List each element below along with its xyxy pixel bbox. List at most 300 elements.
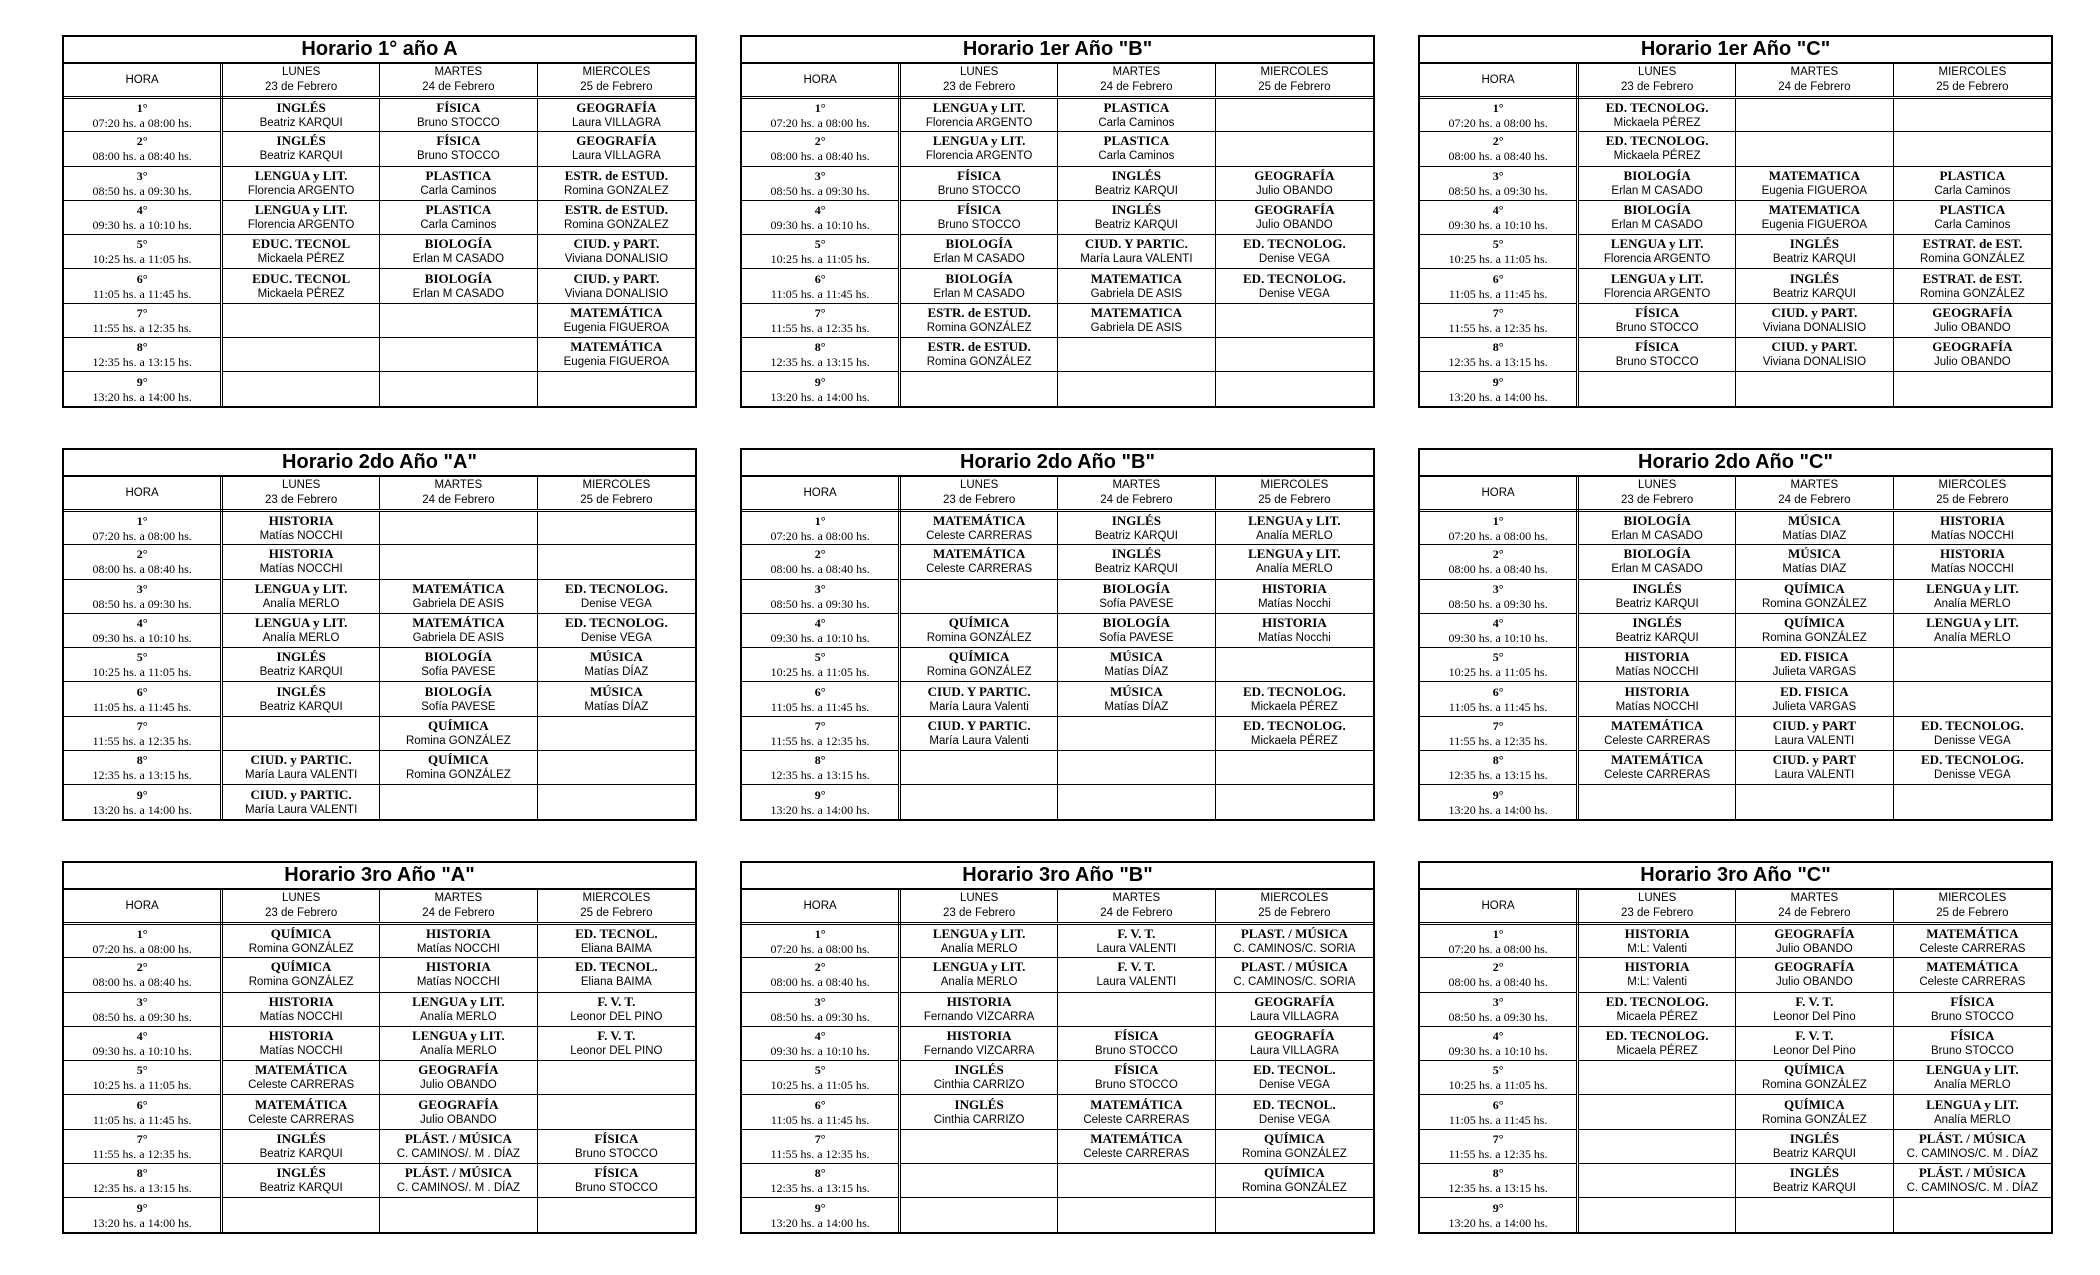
subject-name: ED. FISICA (1780, 683, 1849, 699)
day-name: LUNES (281, 892, 321, 904)
period-cell (64, 751, 222, 785)
subject-name: GEOGRAFÍA (1932, 339, 2013, 355)
subject-name: INGLÉS (1111, 512, 1161, 528)
class-cell (1215, 1061, 1373, 1095)
header-row (742, 64, 1373, 98)
period-row (742, 303, 1373, 337)
day-header (1893, 477, 2051, 511)
subject-name: GEOGRAFÍA (576, 133, 657, 149)
subject-name: ESTRAT. de EST. (1922, 270, 2023, 286)
subject-name: FÍSICA (957, 167, 1002, 183)
period-row (742, 648, 1373, 682)
period-cell (742, 1095, 900, 1129)
subject-name: LENGUA y LIT. (254, 167, 348, 183)
period-cell (64, 579, 222, 613)
period-row (64, 200, 695, 234)
period-number: 7° (1492, 1131, 1504, 1146)
period-row (1420, 1095, 2051, 1129)
day-date: 23 de Febrero (265, 494, 338, 506)
period-row (64, 1198, 695, 1232)
day-header (1058, 890, 1216, 924)
class-cell (1058, 682, 1216, 716)
teacher-name: Analía MERLO (1934, 597, 2011, 610)
teacher-name: Celeste CARRERAS (1919, 976, 2026, 989)
period-number: 1° (814, 513, 826, 528)
subject-name: EDUC. TECNOL (252, 236, 351, 252)
subject-name: INGLÉS (276, 683, 326, 699)
period-row (742, 785, 1373, 819)
subject-name: F. V. T. (1117, 925, 1156, 941)
schedule-body (64, 511, 695, 820)
subject-name: ESTR. de ESTUD. (927, 339, 1031, 355)
period-number: 4° (1492, 1029, 1504, 1044)
class-cell (537, 648, 695, 682)
teacher-name: Romina GONZÁLEZ (926, 666, 1032, 679)
period-row (1420, 1164, 2051, 1198)
period-time: 12:35 hs. a 13:15 hs. (92, 1181, 192, 1196)
period-cell (742, 98, 900, 132)
period-row (64, 545, 695, 579)
period-number: 9° (1492, 374, 1504, 389)
period-number: 4° (1492, 616, 1504, 631)
period-cell (64, 682, 222, 716)
teacher-name: Romina GONZÁLEZ (248, 942, 354, 955)
subject-name: FÍSICA (436, 133, 481, 149)
period-number: 7° (1492, 305, 1504, 320)
class-cell (222, 716, 380, 750)
teacher-name: Beatriz KARQUI (259, 666, 343, 679)
class-cell (380, 785, 538, 819)
period-time: 09:30 hs. a 10:10 hs. (1448, 1044, 1548, 1059)
period-cell (64, 613, 222, 647)
period-number: 5° (1492, 237, 1504, 252)
subject-name: LENGUA y LIT. (254, 202, 348, 218)
subject-name: PLÁST. / MÚSICA (404, 1165, 512, 1181)
subject-name: HISTORIA (946, 993, 1012, 1009)
period-row (64, 235, 695, 269)
period-cell (742, 613, 900, 647)
teacher-name: Romina GONZÁLEZ (405, 734, 511, 747)
period-row (64, 1164, 695, 1198)
subject-name: INGLÉS (1111, 546, 1161, 562)
teacher-name: Micaela PÉREZ (1616, 1010, 1698, 1023)
teacher-name: Analía MERLO (1256, 563, 1333, 576)
subject-name: ED. TECNOLOG. (1605, 1028, 1709, 1044)
day-header (537, 477, 695, 511)
subject-name: BIOLOGÍA (424, 683, 492, 699)
period-time: 11:55 hs. a 12:35 hs. (770, 733, 870, 748)
schedule-grid-table (64, 890, 695, 1232)
teacher-name: Bruno STOCCO (1615, 321, 1699, 334)
teacher-name: Denise VEGA (1258, 287, 1330, 300)
day-name: LUNES (1637, 66, 1677, 78)
period-time: 08:00 hs. a 08:40 hs. (770, 149, 870, 164)
subject-name: MATEMÁTICA (255, 1062, 348, 1078)
subject-name: BIOLOGÍA (1623, 546, 1691, 562)
class-cell (900, 511, 1058, 545)
teacher-name: Eugenia FIGUEROA (563, 356, 670, 369)
teacher-name: Matías NOCCHI (259, 563, 343, 576)
class-cell (380, 98, 538, 132)
subject-name: HISTORIA (1624, 959, 1690, 975)
subject-name: BIOLOGÍA (424, 270, 492, 286)
subject-name: PLASTICA (1939, 202, 2006, 218)
period-time: 07:20 hs. a 08:00 hs. (770, 941, 870, 956)
class-cell (1736, 235, 1894, 269)
subject-name: QUÍMICA (1264, 1165, 1325, 1181)
period-number: 7° (814, 1131, 826, 1146)
subject-name: BIOLOGÍA (1102, 580, 1170, 596)
subject-name: HISTORIA (1624, 649, 1690, 665)
period-cell (742, 200, 900, 234)
day-date: 25 de Febrero (580, 81, 653, 93)
period-time: 10:25 hs. a 11:05 hs. (1448, 252, 1548, 267)
subject-name: LENGUA y LIT. (254, 580, 348, 596)
class-cell (1893, 682, 2051, 716)
period-cell (742, 269, 900, 303)
period-row (64, 132, 695, 166)
period-row (742, 992, 1373, 1026)
subject-name: INGLÉS (1789, 270, 1839, 286)
schedule-body (742, 98, 1373, 407)
class-cell (537, 166, 695, 200)
period-cell (742, 648, 900, 682)
period-time: 11:55 hs. a 12:35 hs. (1448, 1146, 1548, 1161)
teacher-name: Bruno STOCCO (1615, 356, 1699, 369)
schedule-body (64, 98, 695, 407)
subject-name: ED. TECNOLOG. (1605, 133, 1709, 149)
class-cell (1893, 1026, 2051, 1060)
period-cell (64, 1095, 222, 1129)
teacher-name: Fernando VIZCARRA (923, 1045, 1035, 1058)
period-number: 3° (814, 994, 826, 1009)
teacher-name: Matías NOCCHI (416, 976, 500, 989)
period-number: 1° (1492, 926, 1504, 941)
class-cell (900, 1129, 1058, 1163)
subject-name: MATEMÁTICA (933, 546, 1026, 562)
teacher-name: Romina GONZÁLEZ (405, 769, 511, 782)
day-name: MIERCOLES (1938, 479, 2007, 491)
schedule-header (64, 64, 695, 98)
class-cell (1058, 1026, 1216, 1060)
class-cell (222, 1198, 380, 1232)
day-name: LUNES (281, 66, 321, 78)
period-number: 8° (1492, 753, 1504, 768)
period-row (64, 785, 695, 819)
subject-name: CIUD. Y PARTIC. (1084, 236, 1188, 252)
period-row (742, 579, 1373, 613)
teacher-name: Matías NOCCHI (1615, 666, 1699, 679)
class-cell (1058, 545, 1216, 579)
period-number: 8° (136, 1166, 148, 1181)
class-cell (1058, 303, 1216, 337)
subject-name: BIOLOGÍA (424, 649, 492, 665)
class-cell (380, 235, 538, 269)
period-number: 1° (1492, 513, 1504, 528)
subject-name: MÚSICA (590, 683, 643, 699)
class-cell (900, 545, 1058, 579)
period-number: 9° (136, 787, 148, 802)
class-cell (900, 682, 1058, 716)
day-header (1578, 64, 1736, 98)
period-time: 09:30 hs. a 10:10 hs. (1448, 631, 1548, 646)
period-cell (1420, 751, 1578, 785)
day-header (222, 477, 380, 511)
day-name: MARTES (1112, 66, 1161, 78)
teacher-name: Laura VILLAGRA (1249, 1045, 1339, 1058)
class-cell (1736, 1129, 1894, 1163)
subject-name: INGLÉS (276, 649, 326, 665)
class-cell (1736, 1095, 1894, 1129)
day-name: LUNES (959, 66, 999, 78)
period-cell (1420, 579, 1578, 613)
teacher-name: Analía MERLO (1934, 632, 2011, 645)
teacher-name: M:L: Valenti (1627, 976, 1688, 989)
teacher-name: Mickaela PÉREZ (1613, 116, 1701, 129)
teacher-name: C. CAMINOS/. M . DÍAZ (396, 1147, 521, 1160)
period-row (64, 338, 695, 372)
teacher-name: Beatriz KARQUI (259, 150, 343, 163)
day-header (1578, 890, 1736, 924)
class-cell (537, 132, 695, 166)
teacher-name: Matías NOCCHI (259, 1010, 343, 1023)
subject-name: GEOGRAFÍA (418, 1062, 499, 1078)
period-number: 4° (1492, 203, 1504, 218)
period-cell (1420, 98, 1578, 132)
subject-name: ESTR. de ESTUD. (564, 202, 669, 218)
day-header (222, 64, 380, 98)
class-cell (1058, 751, 1216, 785)
teacher-name: Denise VEGA (1258, 1079, 1330, 1092)
class-cell (1893, 579, 2051, 613)
class-cell (1058, 579, 1216, 613)
period-number: 2° (136, 134, 148, 149)
subject-name: INGLÉS (276, 99, 326, 115)
period-time: 10:25 hs. a 11:05 hs. (770, 665, 870, 680)
subject-name: CIUD. y PART. (573, 236, 660, 252)
class-cell (1578, 372, 1736, 406)
teacher-name: Celeste CARRERAS (1083, 1113, 1190, 1126)
subject-name: MATEMATICA (1768, 202, 1860, 218)
period-row (1420, 303, 2051, 337)
period-time: 10:25 hs. a 11:05 hs. (1448, 1078, 1548, 1093)
day-date: 25 de Febrero (1936, 494, 2009, 506)
teacher-name: Gabriela DE ASIS (412, 632, 505, 645)
subject-name: GEOGRAFÍA (1254, 167, 1335, 183)
period-cell (742, 132, 900, 166)
subject-name: PLASTICA (425, 202, 492, 218)
period-cell (64, 1198, 222, 1232)
teacher-name: Bruno STOCCO (937, 184, 1021, 197)
period-time: 08:50 hs. a 09:30 hs. (1448, 596, 1548, 611)
schedule-header (742, 890, 1373, 924)
period-number: 7° (136, 305, 148, 320)
hora-header: HORA (742, 890, 900, 924)
teacher-name: Romina GONZÁLEZ (1761, 1113, 1867, 1126)
class-cell (1736, 716, 1894, 750)
period-row (742, 1061, 1373, 1095)
class-cell (1578, 958, 1736, 992)
period-cell (1420, 613, 1578, 647)
class-cell (1058, 372, 1216, 406)
class-cell (1736, 648, 1894, 682)
period-time: 11:55 hs. a 12:35 hs. (770, 320, 870, 335)
day-name: MARTES (1790, 479, 1839, 491)
class-cell (900, 132, 1058, 166)
subject-name: CIUD. y PART (1772, 717, 1857, 733)
period-number: 5° (814, 237, 826, 252)
subject-name: GEOGRAFÍA (1774, 925, 1855, 941)
class-cell (380, 303, 538, 337)
period-number: 3° (136, 994, 148, 1009)
period-row (64, 648, 695, 682)
day-name: LUNES (281, 479, 321, 491)
period-cell (1420, 1061, 1578, 1095)
period-number: 2° (814, 547, 826, 562)
period-number: 2° (136, 547, 148, 562)
class-cell (380, 1198, 538, 1232)
subject-name: LENGUA y LIT. (1610, 270, 1704, 286)
period-number: 1° (136, 513, 148, 528)
teacher-name: Viviana DONALISIO (564, 287, 669, 300)
class-cell (1058, 338, 1216, 372)
teacher-name: Matías NOCCHI (259, 1045, 343, 1058)
period-number: 4° (814, 616, 826, 631)
period-time: 13:20 hs. a 14:00 hs. (1448, 802, 1548, 817)
class-cell (900, 98, 1058, 132)
period-cell (1420, 338, 1578, 372)
class-cell (1215, 716, 1373, 750)
day-header (1736, 64, 1894, 98)
period-row (64, 579, 695, 613)
class-cell (380, 200, 538, 234)
period-row (64, 1095, 695, 1129)
period-cell (1420, 924, 1578, 958)
schedule-table (62, 35, 697, 408)
teacher-name: Analía MERLO (940, 976, 1018, 989)
period-row (1420, 682, 2051, 716)
period-time: 11:55 hs. a 12:35 hs. (92, 733, 192, 748)
day-header (222, 890, 380, 924)
period-time: 11:05 hs. a 11:45 hs. (92, 286, 192, 301)
period-time: 08:50 hs. a 09:30 hs. (92, 183, 192, 198)
class-cell (1215, 1164, 1373, 1198)
day-date: 23 de Febrero (943, 907, 1016, 919)
teacher-name: Erlan M CASADO (1611, 219, 1703, 232)
period-row (742, 1026, 1373, 1060)
schedule-title: Horario 3ro Año "B" (742, 863, 1373, 890)
class-cell (1215, 303, 1373, 337)
class-cell (222, 200, 380, 234)
subject-name: LENGUA y LIT. (932, 99, 1026, 115)
class-cell (900, 785, 1058, 819)
period-row (742, 924, 1373, 958)
class-cell (1893, 545, 2051, 579)
class-cell (222, 372, 380, 406)
period-row (742, 682, 1373, 716)
header-row (64, 64, 695, 98)
period-row (64, 1061, 695, 1095)
class-cell (1893, 511, 2051, 545)
class-cell (1736, 303, 1894, 337)
subject-name: LENGUA y LIT. (1926, 580, 2019, 596)
class-cell (222, 1095, 380, 1129)
day-date: 25 de Febrero (1936, 907, 2009, 919)
class-cell (537, 785, 695, 819)
period-time: 11:55 hs. a 12:35 hs. (770, 1146, 870, 1161)
period-time: 11:05 hs. a 11:45 hs. (92, 699, 192, 714)
teacher-name: Julio OBANDO (1934, 321, 2011, 334)
class-cell (1578, 716, 1736, 750)
class-cell (1215, 992, 1373, 1026)
class-cell (900, 1026, 1058, 1060)
class-cell (537, 751, 695, 785)
teacher-name: Beatriz KARQUI (1094, 563, 1178, 576)
day-date: 24 de Febrero (422, 494, 495, 506)
class-cell (1058, 716, 1216, 750)
teacher-name: Leonor Del Pino (1773, 1010, 1856, 1023)
schedule-header (64, 477, 695, 511)
schedule-title: Horario 3ro Año "A" (64, 863, 695, 890)
subject-name: HISTORIA (268, 993, 334, 1009)
period-row (1420, 716, 2051, 750)
teacher-name: Matías DIAZ (1782, 529, 1847, 542)
teacher-name: Analía MERLO (420, 1010, 497, 1023)
day-name: MARTES (1790, 892, 1839, 904)
class-cell (1578, 648, 1736, 682)
period-cell (1420, 132, 1578, 166)
subject-name: CIUD. y PART. (1771, 339, 1858, 355)
period-cell (64, 545, 222, 579)
class-cell (380, 992, 538, 1026)
period-cell (742, 924, 900, 958)
schedule-grid-table (1420, 64, 2051, 406)
period-number: 6° (136, 271, 148, 286)
hora-header: HORA (64, 477, 222, 511)
period-number: 6° (1492, 271, 1504, 286)
header-row (1420, 64, 2051, 98)
period-row (1420, 1198, 2051, 1232)
day-date: 25 de Febrero (580, 494, 653, 506)
day-name: MARTES (434, 66, 483, 78)
class-cell (1578, 1129, 1736, 1163)
subject-name: ED. TECNOLOG. (565, 615, 668, 631)
header-row (64, 890, 695, 924)
teacher-name: Beatriz KARQUI (1094, 529, 1178, 542)
period-cell (64, 924, 222, 958)
period-time: 11:05 hs. a 11:45 hs. (1448, 286, 1548, 301)
day-name: MIERCOLES (1260, 892, 1329, 904)
teacher-name: Laura VILLAGRA (571, 150, 661, 163)
header-row (742, 890, 1373, 924)
class-cell (1893, 716, 2051, 750)
day-header (1736, 890, 1894, 924)
subject-name: MÚSICA (1110, 649, 1163, 665)
subject-name: ED. TECNOLOG. (1243, 270, 1346, 286)
teacher-name: Carla Caminos (420, 219, 497, 232)
class-cell (1215, 751, 1373, 785)
subject-name: ED. TECNOLOG. (565, 580, 668, 596)
class-cell (1215, 682, 1373, 716)
class-cell (222, 235, 380, 269)
teacher-name: Mickaela PÉREZ (257, 253, 345, 266)
period-time: 13:20 hs. a 14:00 hs. (770, 389, 870, 404)
class-cell (1215, 269, 1373, 303)
subject-name: HISTORIA (946, 1028, 1012, 1044)
class-cell (1893, 992, 2051, 1026)
class-cell (1578, 235, 1736, 269)
day-date: 24 de Febrero (1778, 494, 1851, 506)
